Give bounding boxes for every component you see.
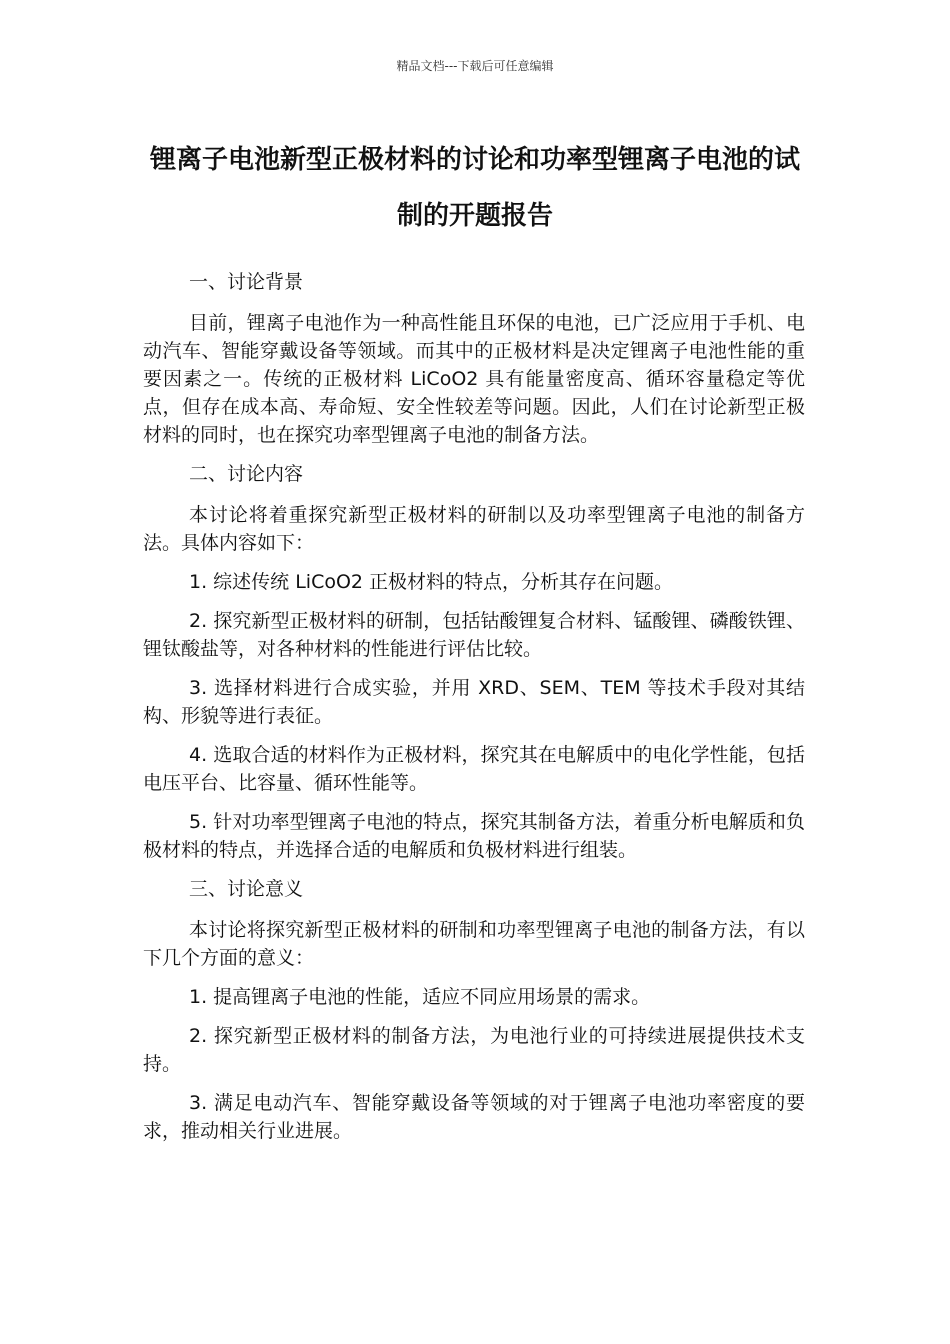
list-item: 4. 选取合适的材料作为正极材料，探究其在电解质中的电化学性能，包括电压平台、比容量、循环性能等。 <box>143 744 805 794</box>
list-item: 2. 探究新型正极材料的研制，包括钴酸锂复合材料、锰酸锂、磷酸铁锂、锂钛酸盐等，对各种材料的性能进行评估比较。 <box>143 610 805 660</box>
section-heading: 二、讨论内容 <box>189 463 304 485</box>
section-significance <box>143 875 805 1145</box>
section-heading: 一、讨论背景 <box>189 271 304 293</box>
list-item: 2. 探究新型正极材料的制备方法，为电池行业的可持续进展提供技术支持。 <box>143 1025 805 1075</box>
document-body <box>143 268 805 1156</box>
section-background <box>143 268 805 449</box>
section-content <box>143 460 805 864</box>
list-item: 1. 综述传统 LiCoO2 正极材料的特点，分析其存在问题。 <box>189 571 674 593</box>
section-heading: 三、讨论意义 <box>189 878 304 900</box>
paragraph: 本讨论将探究新型正极材料的研制和功率型锂离子电池的制备方法，有以下几个方面的意义： <box>143 919 805 969</box>
page-header-note: 精品文档---下载后可任意编辑 <box>396 59 554 73</box>
paragraph: 本讨论将着重探究新型正极材料的研制以及功率型锂离子电池的制备方法。具体内容如下： <box>143 504 805 554</box>
list-item: 3. 满足电动汽车、智能穿戴设备等领域的对于锂离子电池功率密度的要求，推动相关行业进展。 <box>143 1092 805 1142</box>
list-item: 3. 选择材料进行合成实验，并用 XRD、SEM、TEM 等技术手段对其结构、形貌等进行表征。 <box>143 677 805 727</box>
document-title: 锂离子电池新型正极材料的讨论和功率型锂离子电池的试制的开题报告 <box>149 145 800 231</box>
list-item: 5. 针对功率型锂离子电池的特点，探究其制备方法，着重分析电解质和负极材料的特点，并选择合适的电解质和负极材料进行组装。 <box>143 811 805 861</box>
paragraph: 目前，锂离子电池作为一种高性能且环保的电池，已广泛应用于手机、电动汽车、智能穿戴设备等领域。而其中的正极材料是决定锂离子电池性能的重要因素之一。传统的正极材料 LiCoO2 具有能量密度高、循环容量稳定等优点，但存在成本高、寿命短、安全性较差等问题。因此，人们在讨论新型正极材料的同时，也在探究功率型锂离子电池的制备方法。 <box>143 312 805 446</box>
list-item: 1. 提高锂离子电池的性能，适应不同应用场景的需求。 <box>189 986 651 1008</box>
